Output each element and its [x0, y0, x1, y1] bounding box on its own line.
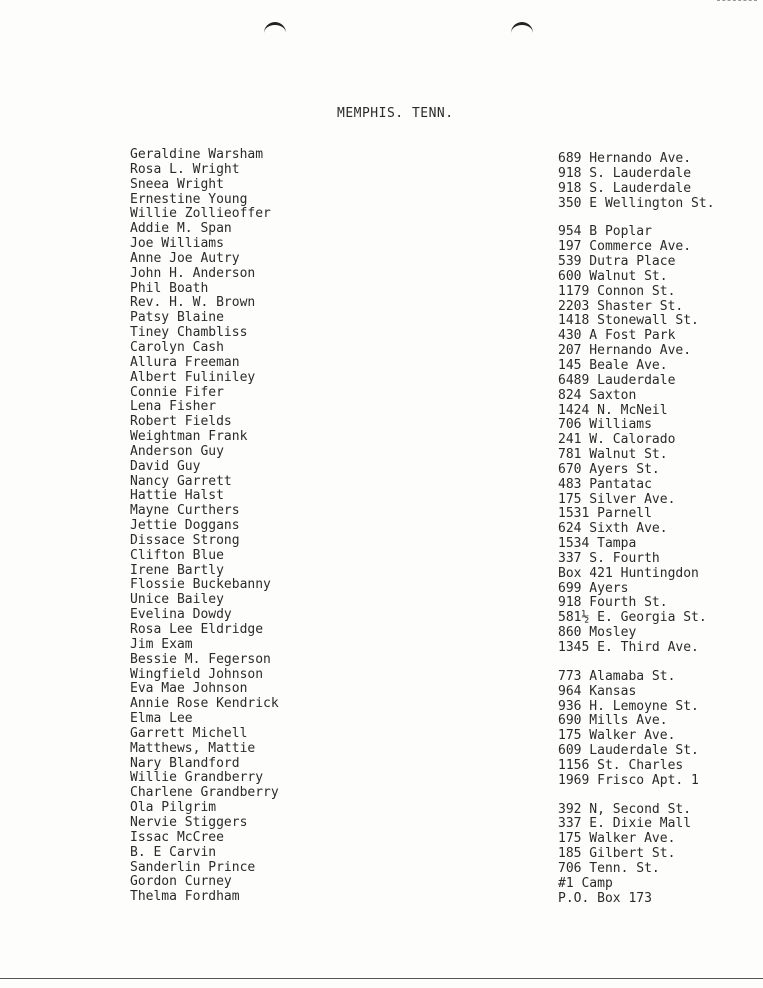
- name-entry: Ernestine Young: [130, 191, 248, 207]
- address-entry: 624 Sixth Ave.: [558, 521, 668, 537]
- address-entry: 781 Walnut St.: [558, 447, 668, 463]
- address-entry: 581½ E. Georgia St.: [558, 610, 707, 626]
- address-entry: 1534 Tampa: [558, 536, 637, 552]
- name-entry: Rosa Lee Eldridge: [130, 622, 264, 637]
- address-entry: 609 Lauderdale St.: [558, 743, 699, 759]
- address-entry: 689 Hernando Ave.: [558, 151, 692, 166]
- address-entry: 241 W. Calorado: [558, 432, 676, 448]
- address-entry: 539 Dutra Place: [558, 254, 676, 270]
- address-entry: 392 N, Second St.: [558, 801, 692, 817]
- name-entry: Hattie Halst: [130, 488, 224, 504]
- name-entry: Addie M. Span: [130, 221, 232, 237]
- name-entry: Patsy Blaine: [130, 310, 224, 326]
- address-entry: 350 E Wellington St.: [558, 195, 715, 211]
- name-entry: Joe Williams: [130, 236, 224, 252]
- name-entry: Irene Bartly: [130, 562, 224, 578]
- punch-hole-right: [511, 22, 533, 39]
- address-entry: 824 Saxton: [558, 387, 637, 403]
- address-group-gap: [558, 211, 758, 225]
- name-entry: Flossie Buckebanny: [130, 577, 271, 593]
- name-entry: Albert Fuliniley: [130, 369, 256, 385]
- address-entry: 773 Alamaba St.: [558, 668, 676, 684]
- name-entry: Willie Grandberry: [130, 770, 264, 786]
- name-entry: David Guy: [130, 458, 201, 474]
- names-column: [130, 148, 370, 905]
- name-entry: Sanderlin Prince: [130, 859, 256, 875]
- name-entry: Nancy Garrett: [130, 473, 232, 489]
- address-entry: 483 Pantatac: [558, 476, 652, 492]
- address-entry: 1424 N. McNeil: [558, 402, 668, 418]
- name-entry: John H. Anderson: [130, 265, 256, 281]
- address-entry: Box 421 Huntingdon: [558, 565, 699, 581]
- name-entry: Rosa L. Wright: [130, 161, 240, 177]
- corner-mark: [717, 0, 757, 1]
- name-entry: Wingfield Johnson: [130, 666, 264, 682]
- address-entry: 337 S. Fourth: [558, 550, 660, 566]
- name-entry: Robert Fields: [130, 414, 232, 430]
- name-entry: Anderson Guy: [130, 443, 224, 459]
- address-entry: 918 S. Lauderdale: [558, 180, 692, 196]
- address-entry: #1 Camp: [558, 875, 613, 891]
- name-entry: Mayne Curthers: [130, 503, 240, 519]
- address-entry: 964 Kansas: [558, 683, 637, 699]
- address-entry: 690 Mills Ave.: [558, 713, 668, 729]
- address-entry: 918 S. Lauderdale: [558, 165, 692, 181]
- name-entry: Carolyn Cash: [130, 339, 224, 355]
- address-entry: 145 Beale Ave.: [558, 357, 668, 373]
- address-entry: 699 Ayers: [558, 580, 629, 596]
- name-entry: Dissace Strong: [130, 532, 240, 548]
- address-entry: 6489 Lauderdale: [558, 372, 676, 388]
- address-entry: 207 Hernando Ave.: [558, 343, 692, 359]
- address-entry: 706 Tenn. St.: [558, 860, 660, 876]
- name-entry: Garrett Michell: [130, 725, 248, 741]
- name-entry: Bessie M. Fegerson: [130, 651, 271, 667]
- name-entry: Gordon Curney: [130, 874, 232, 890]
- address-entry: 1179 Connon St.: [558, 283, 676, 299]
- name-entry: Connie Fifer: [130, 384, 224, 400]
- name-entry: B. E Carvin: [130, 844, 217, 860]
- address-entry: 936 H. Lemoyne St.: [558, 698, 699, 714]
- name-entry: Rev. H. W. Brown: [130, 295, 256, 311]
- name-entry: Geraldine Warsham: [130, 147, 264, 162]
- address-entry: 1531 Parnell: [558, 506, 652, 522]
- address-group-gap: [558, 789, 758, 803]
- address-entry: 2203 Shaster St.: [558, 298, 684, 314]
- name-entry: Tiney Chambliss: [130, 325, 248, 341]
- name-entry: Ola Pilgrim: [130, 800, 217, 816]
- addresses-column: [558, 152, 758, 907]
- punch-hole-left: [264, 22, 286, 39]
- address-entry: 197 Commerce Ave.: [558, 239, 692, 255]
- name-entry: Weightman Frank: [130, 429, 248, 445]
- page-title: MEMPHIS. TENN.: [337, 106, 454, 121]
- address-entry: 1969 Frisco Apt. 1: [558, 772, 699, 788]
- address-entry: 918 Fourth St.: [558, 595, 668, 611]
- address-entry: 175 Walker Ave.: [558, 728, 676, 744]
- name-entry: Matthews, Mattie: [130, 740, 256, 756]
- name-entry: Charlene Grandberry: [130, 785, 279, 801]
- name-entry: Phil Boath: [130, 280, 209, 296]
- name-entry: Thelma Fordham: [130, 889, 240, 905]
- name-entry: Evelina Dowdy: [130, 607, 232, 623]
- address-entry: 185 Gilbert St.: [558, 846, 676, 862]
- address-entry: P.O. Box 173: [558, 890, 652, 906]
- address-entry: 670 Ayers St.: [558, 461, 660, 477]
- address-entry: 175 Walker Ave.: [558, 831, 676, 847]
- name-entry: Nary Blandford: [130, 755, 240, 771]
- name-entry: Willie Zollieoffer: [130, 206, 271, 222]
- name-entry: Lena Fisher: [130, 399, 217, 415]
- address-entry: 860 Mosley: [558, 625, 637, 641]
- name-entry: Clifton Blue: [130, 547, 224, 563]
- name-entry: Annie Rose Kendrick: [130, 696, 279, 712]
- name-entry: Jim Exam: [130, 636, 193, 652]
- address-entry: 954 B Poplar: [558, 224, 652, 240]
- name-entry: Nervie Stiggers: [130, 814, 248, 830]
- address-entry: 600 Walnut St.: [558, 268, 668, 284]
- address-group-gap: [558, 656, 758, 670]
- address-entry: 706 Williams: [558, 417, 652, 433]
- name-entry: Jettie Doggans: [130, 518, 240, 534]
- address-entry: 1418 Stonewall St.: [558, 313, 699, 329]
- name-entry: Eva Mae Johnson: [130, 681, 248, 697]
- name-entry: Sneea Wright: [130, 176, 224, 192]
- name-entry: Unice Bailey: [130, 592, 224, 608]
- name-entry: Anne Joe Autry: [130, 250, 240, 266]
- name-entry: Issac McCree: [130, 829, 224, 845]
- address-entry: 175 Silver Ave.: [558, 491, 676, 507]
- address-entry: 430 A Fost Park: [558, 328, 676, 344]
- name-entry: Allura Freeman: [130, 354, 240, 370]
- address-entry: 1156 St. Charles: [558, 757, 684, 773]
- address-entry: 337 E. Dixie Mall: [558, 816, 692, 832]
- name-entry: Elma Lee: [130, 711, 193, 727]
- bottom-rule: [0, 978, 763, 979]
- address-entry: 1345 E. Third Ave.: [558, 640, 699, 655]
